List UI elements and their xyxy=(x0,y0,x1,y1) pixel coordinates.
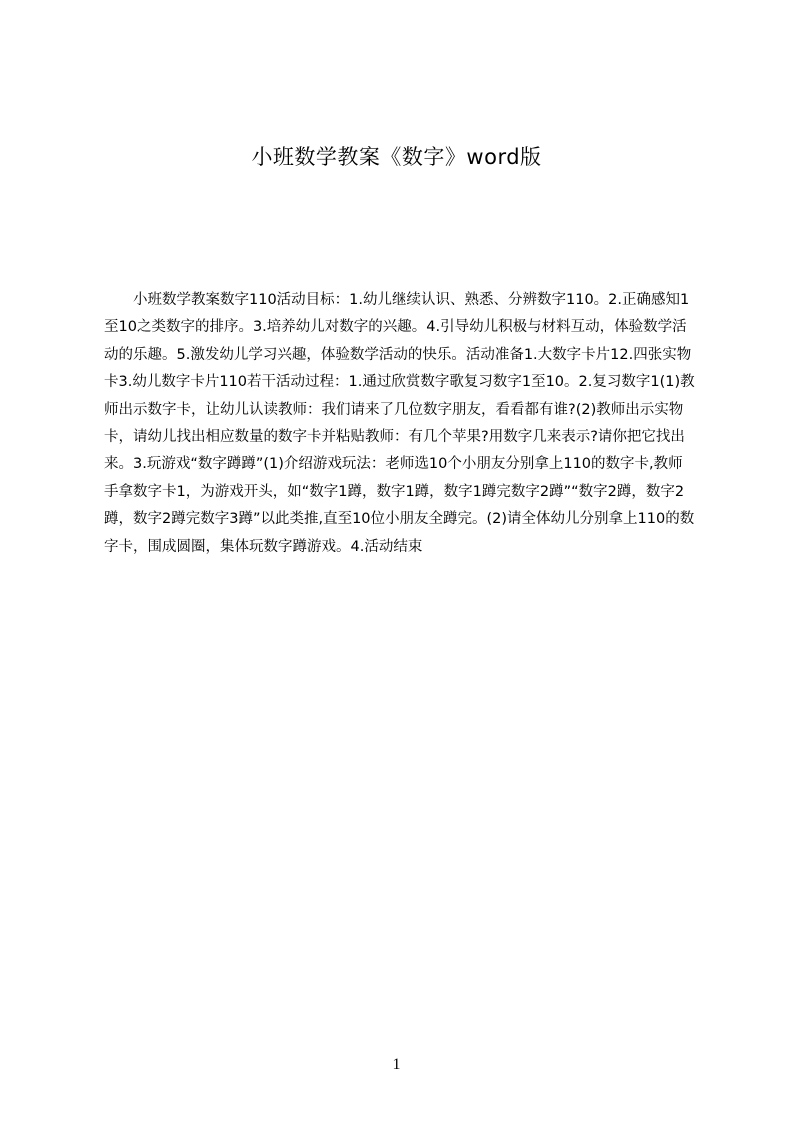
page-number: 1 xyxy=(392,1056,401,1073)
document-title: 小班数学教案《数字》word版 xyxy=(251,145,542,169)
document-body-paragraph: 小班数学教案数字110活动目标：1.幼儿继续认识、熟悉、分辨数字110。2.正确感知1至10之类数字的排序。3.培养幼儿对数字的兴趣。4.引导幼儿积极与材料互动，体验数学活动的乐趣。5.激发幼儿学习兴趣，体验数学活动的快乐。活动准备1.大数字卡片12.四张实物卡3.幼儿数字卡片110若干活动过程：1.通过欣赏数字歌复习数字1至10。2.复习数字1(1)教师出示数字卡，让幼儿认读教师：我们请来了几位数字朋友，看看都有谁?(2)教师出示实物卡，请幼儿找出相应数量的数字卡并粘贴教师：有几个苹果?用数字几来表示?请你把它找出来。3.玩游戏“数字蹲蹲”(1)介绍游戏玩法：老师选10个小朋友分别拿上110的数字卡,教师手拿数字卡1，为游戏开头，如“数字1蹲，数字1蹲，数字1蹲完数字2蹲”“数字2蹲，数字2蹲，数字2蹲完数字3蹲”以此类推,直至10位小朋友全蹲完。(2)请全体幼儿分别拿上110的数字卡，围成圆圈，集体玩数字蹲游戏。4.活动结束 xyxy=(104,292,695,555)
